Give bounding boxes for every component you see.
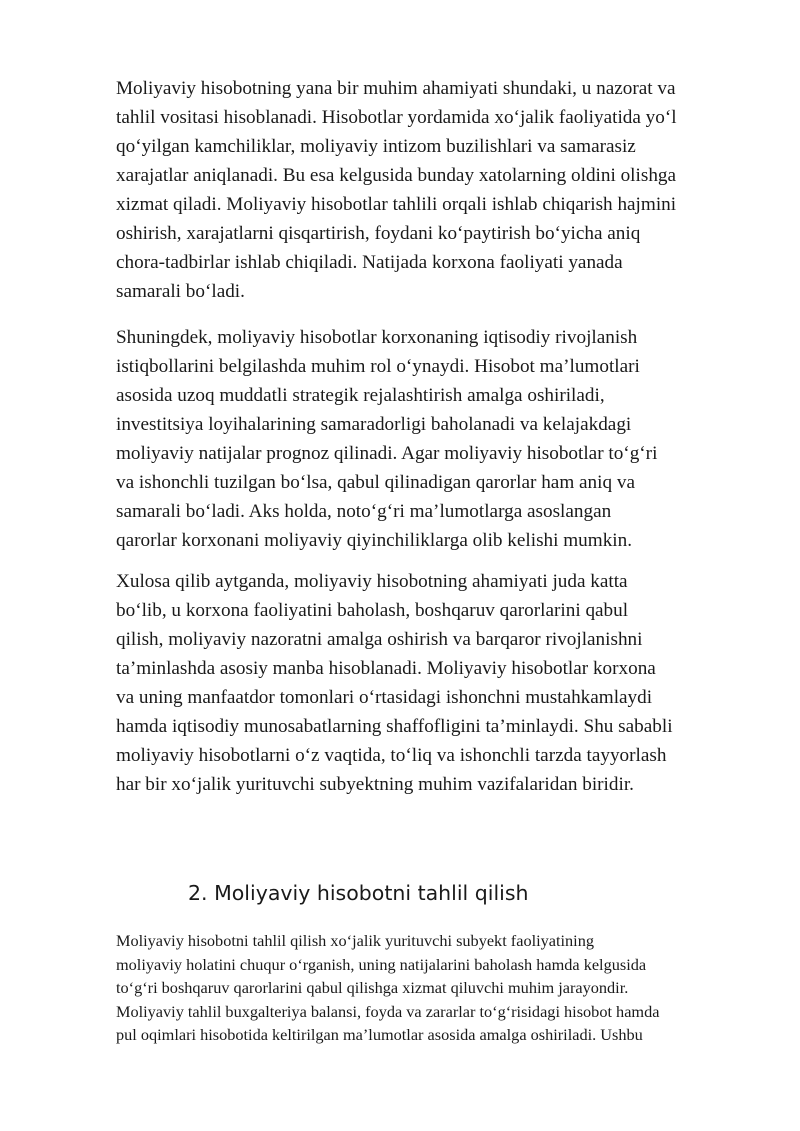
text-line: qilish, moliyaviy nazoratni amalga oshirish va barqaror rivojlanishni xyxy=(116,629,643,650)
text-line: Xulosa qilib aytganda, moliyaviy hisobotning ahamiyati juda katta xyxy=(116,571,628,592)
text-line: samarali bo‘ladi. xyxy=(116,281,245,302)
text-line: va ishonchli tuzilgan bo‘lsa, qabul qilinadigan qarorlar ham aniq va xyxy=(116,472,635,493)
text-line: ta’minlashda asosiy manba hisoblanadi. Moliyaviy hisobotlar korxona xyxy=(116,658,656,679)
text-line: Moliyaviy hisobotning yana bir muhim ahamiyati shundaki, u nazorat va xyxy=(116,78,676,99)
text-line: samarali bo‘ladi. Aks holda, noto‘g‘ri ma’lumotlarga asoslangan xyxy=(116,501,612,522)
text-line: Shuningdek, moliyaviy hisobotlar korxonaning iqtisodiy rivojlanish xyxy=(116,327,638,348)
paragraph-importance-control xyxy=(116,74,756,306)
text-line: Moliyaviy tahlil buxgalteriya balansi, foyda va zararlar to‘g‘risidagi hisobot hamda xyxy=(116,1001,660,1021)
text-line: hamda iqtisodiy munosabatlarning shaffofligini ta’minlaydi. Shu sababli xyxy=(116,716,673,737)
text-line: xizmat qiladi. Moliyaviy hisobotlar tahlili orqali ishlab chiqarish hajmini xyxy=(116,194,677,215)
text-line: va uning manfaatdor tomonlari o‘rtasidagi ishonchni mustahkamlaydi xyxy=(116,687,653,708)
text-line: oshirish, xarajatlarni qisqartirish, foydani ko‘paytirish bo‘yicha aniq xyxy=(116,223,641,244)
text-line: istiqbollarini belgilashda muhim rol o‘ynaydi. Hisobot ma’lumotlari xyxy=(116,356,640,377)
text-line: xarajatlar aniqlanadi. Bu esa kelgusida bunday xatolarning oldini olishga xyxy=(116,165,677,186)
paragraph-conclusion xyxy=(116,567,756,799)
text-line: chora-tadbirlar ishlab chiqiladi. Natijada korxona faoliyati yanada xyxy=(116,252,623,273)
text-line: tahlil vositasi hisoblanadi. Hisobotlar yordamida xo‘jalik faoliyatida yo‘l xyxy=(116,107,677,128)
text-line: asosida uzoq muddatli strategik rejalashtirish amalga oshiriladi, xyxy=(116,385,605,406)
text-line: bo‘lib, u korxona faoliyatini baholash, boshqaruv qarorlarini qabul xyxy=(116,600,629,621)
text-line: investitsiya loyihalarining samaradorligi baholanadi va kelajakdagi xyxy=(116,414,632,435)
text-line: to‘g‘ri boshqaruv qarorlarini qabul qilishga xizmat qiluvchi muhim jarayondir. xyxy=(116,978,629,997)
paragraph-development-prospects xyxy=(116,323,756,555)
text-line: moliyaviy holatini chuqur o‘rganish, uning natijalarini baholash hamda kelgusida xyxy=(116,954,647,974)
text-line: moliyaviy natijalar prognoz qilinadi. Agar moliyaviy hisobotlar to‘g‘ri xyxy=(116,443,658,464)
text-line: pul oqimlari hisobotida keltirilgan ma’lumotlar asosida amalga oshiriladi. Ushbu xyxy=(116,1025,643,1044)
text-line: har bir xo‘jalik yurituvchi subyektning muhim vazifalaridan biridir. xyxy=(116,774,634,795)
text-line: qarorlar korxonani moliyaviy qiyinchiliklarga olib kelishi mumkin. xyxy=(116,530,633,551)
section-heading: 2. Moliyaviy hisobotni tahlil qilish xyxy=(188,881,529,905)
text-line: qo‘yilgan kamchiliklar, moliyaviy intizom buzilishlari va samarasiz xyxy=(116,136,636,157)
text-line: Moliyaviy hisobotni tahlil qilish xo‘jalik yurituvchi subyekt faoliyatining xyxy=(116,931,594,950)
paragraph-analysis-intro xyxy=(116,929,756,1047)
text-line: moliyaviy hisobotlarni o‘z vaqtida, to‘liq va ishonchli tarzda tayyorlash xyxy=(116,745,667,766)
